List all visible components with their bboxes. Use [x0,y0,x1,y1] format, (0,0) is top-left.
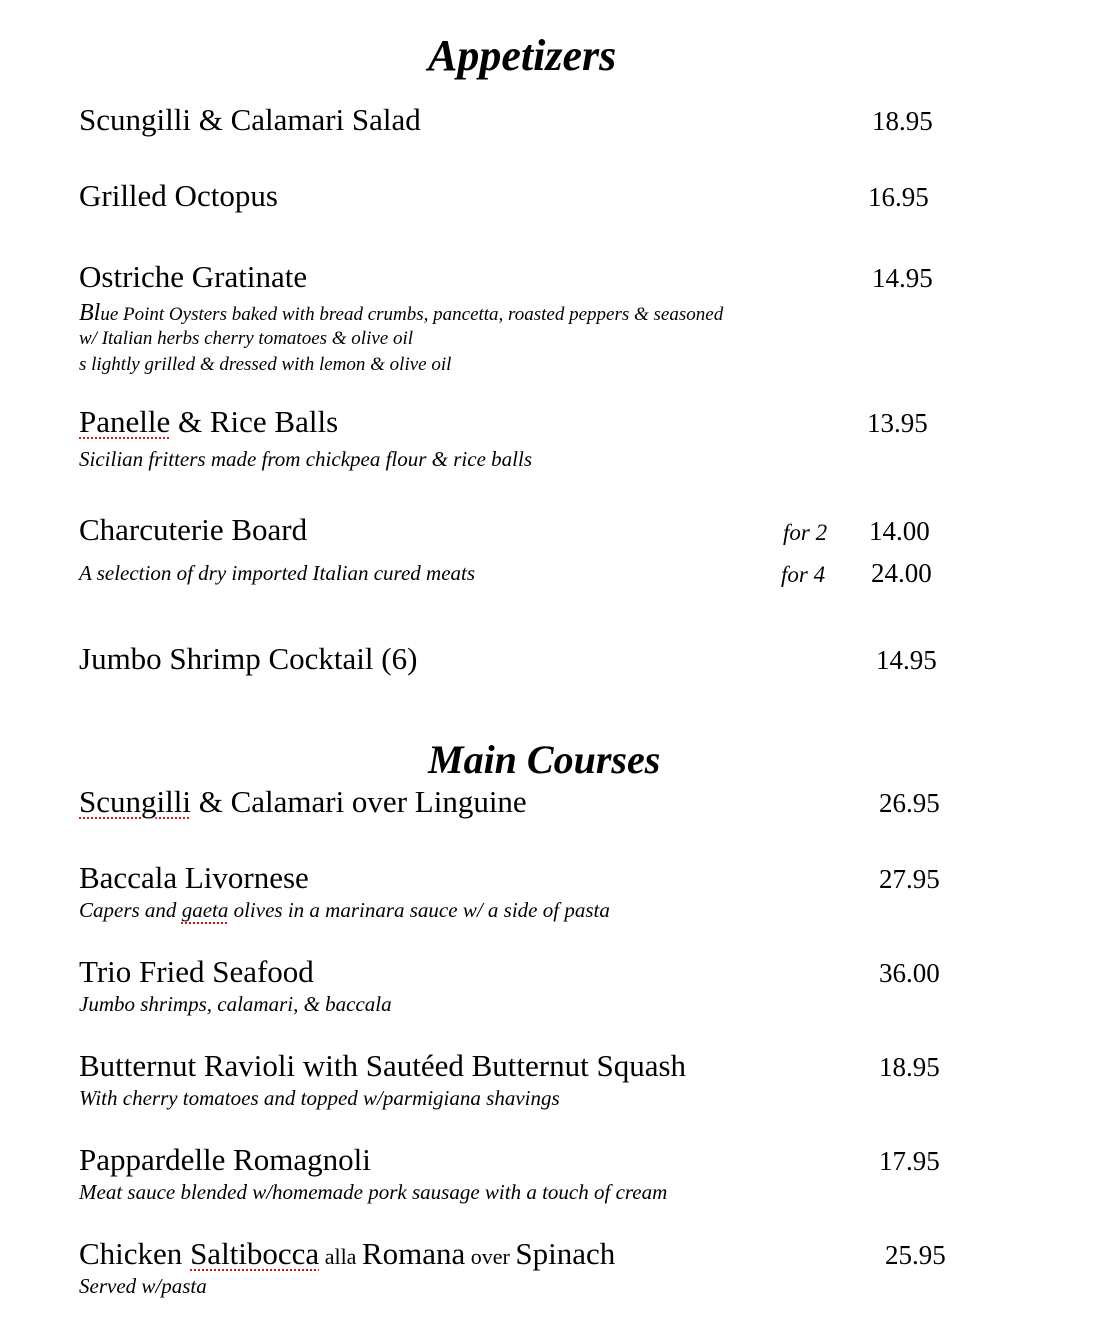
item-price-scungilli-linguine: 26.95 [879,788,940,818]
item-desc-butternut-ravioli: With cherry tomatoes and topped w/parmigiana shavings [79,1086,560,1110]
item-name-jumbo-shrimp-cocktail: Jumbo Shrimp Cocktail (6) [79,641,418,676]
item-desc-pappardelle: Meat sauce blended w/homemade pork sausage with a touch of cream [79,1180,668,1204]
charcuterie-price-for-4: 24.00 [871,558,932,588]
item-name-grilled-octopus: Grilled Octopus [79,178,278,213]
name-rest: & Rice Balls [170,404,339,439]
item-name-panelle-rice-balls [79,406,338,437]
item-desc-panelle: Sicilian fritters made from chickpea flour & rice balls [79,447,532,471]
item-name-scungilli-calamari-salad: Scungilli & Calamari Salad [79,102,421,137]
spellcheck-word-panelle: Panelle [79,404,171,439]
item-desc-trio: Jumbo shrimps, calamari, & baccala [79,992,392,1016]
desc-first-letters: Bl [79,300,101,326]
desc-part-1: Capers and [79,898,182,922]
item-desc-baccala [79,900,610,921]
name-part-4: Romana [361,1236,466,1271]
name-rest: & Calamari over Linguine [190,784,527,819]
item-price-trio-fried-seafood: 36.00 [879,958,940,988]
name-part-1: Chicken [79,1236,191,1271]
item-name-chicken-saltibocca [79,1238,615,1269]
item-desc-ostriche-line-2: w/ Italian herbs cherry tomatoes & olive oil [79,328,414,349]
item-desc-ostriche-line-3: s lightly grilled & dressed with lemon & olive oil [79,354,452,375]
item-price-panelle-rice-balls: 13.95 [867,408,928,438]
item-price-scungilli-calamari-salad: 18.95 [872,106,933,136]
item-name-butternut-ravioli: Butternut Ravioli with Sautéed Butternut Squash [79,1048,687,1083]
item-price-jumbo-shrimp-cocktail: 14.95 [876,645,937,675]
spellcheck-word-scungilli: Scungilli [79,784,191,819]
charcuterie-qty-for-4: for 4 [781,562,826,587]
name-part-3: alla [319,1244,362,1269]
item-name-scungilli-linguine [79,786,527,817]
appetizers-heading: Appetizers [428,31,617,80]
spellcheck-word-saltibocca: Saltibocca [190,1236,320,1271]
item-price-baccala-livornese: 27.95 [879,864,940,894]
item-price-butternut-ravioli: 18.95 [879,1052,940,1082]
charcuterie-price-for-2: 14.00 [869,516,930,546]
item-name-baccala-livornese: Baccala Livornese [79,860,309,895]
item-desc-ostriche-line-1 [79,301,723,325]
desc-rest: ue Point Oysters baked with bread crumbs, pancetta, roasted peppers & seasoned [100,304,724,325]
item-desc-chicken: Served w/pasta [79,1274,207,1298]
item-desc-charcuterie: A selection of dry imported Italian cured meats [79,561,476,585]
main-courses-heading: Main Courses [428,737,661,782]
item-price-chicken-saltibocca: 25.95 [885,1240,946,1270]
item-price-pappardelle-romagnoli: 17.95 [879,1146,940,1176]
charcuterie-qty-for-2: for 2 [783,520,828,545]
item-price-ostriche-gratinate: 14.95 [872,263,933,293]
name-part-6: Spinach [515,1236,616,1271]
desc-part-3: olives in a marinara sauce w/ a side of pasta [228,898,610,922]
item-name-charcuterie-board: Charcuterie Board [79,512,308,547]
item-name-ostriche-gratinate: Ostriche Gratinate [79,259,308,294]
name-part-5: over [465,1244,516,1269]
item-name-pappardelle-romagnoli: Pappardelle Romagnoli [79,1142,371,1177]
item-price-grilled-octopus: 16.95 [868,182,929,212]
item-name-trio-fried-seafood: Trio Fried Seafood [79,954,314,989]
spellcheck-word-gaeta: gaeta [181,898,229,922]
